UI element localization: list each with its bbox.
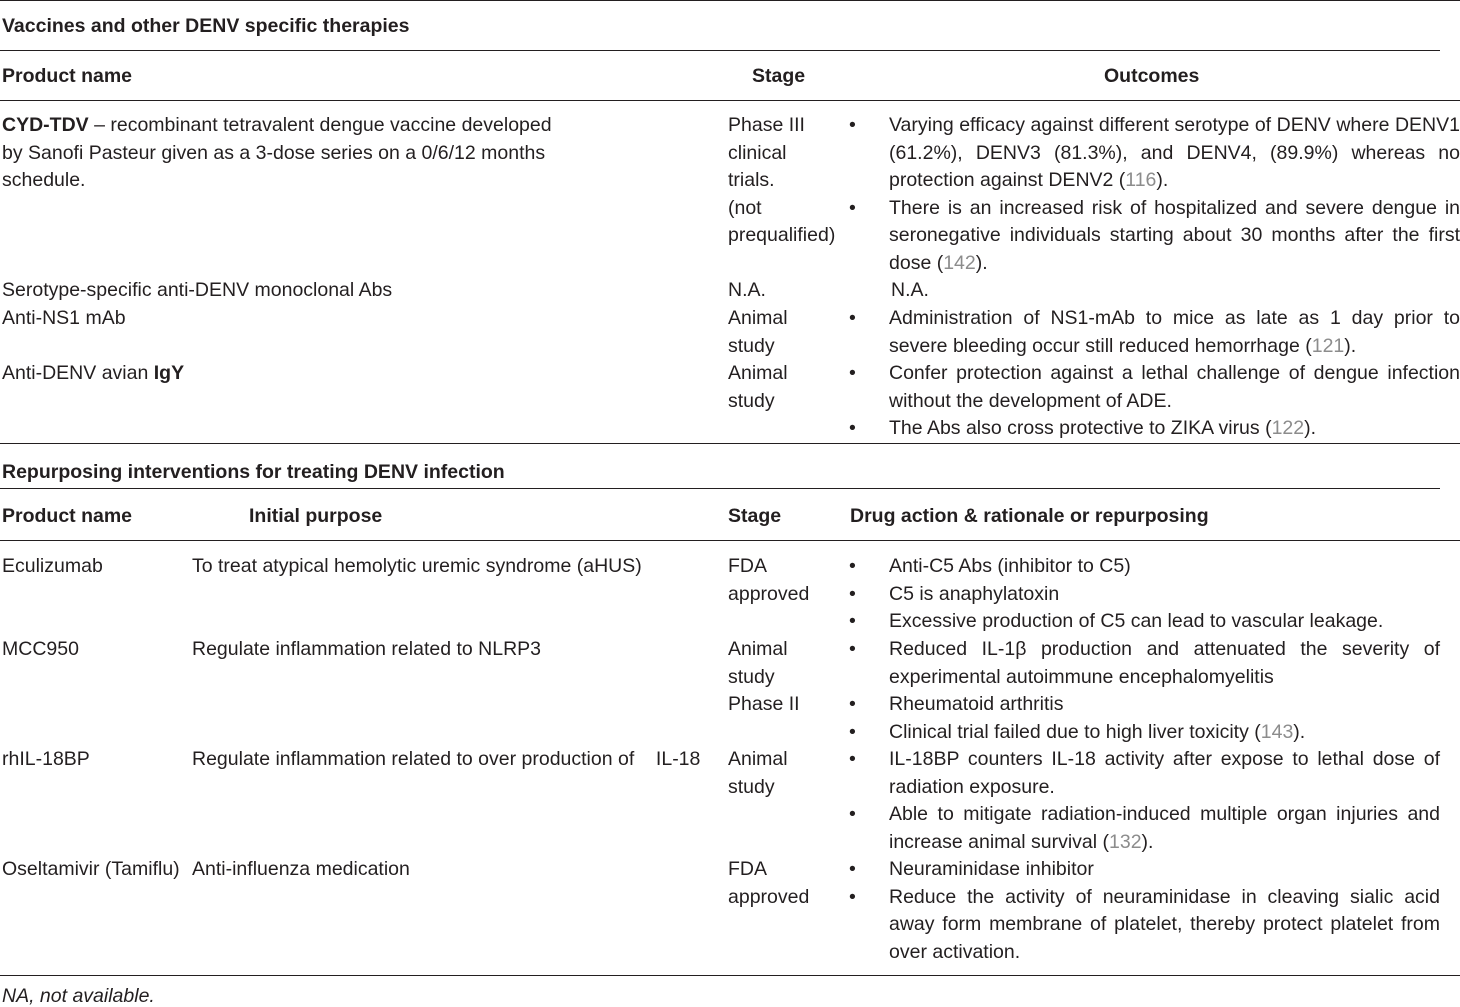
list-item <box>850 608 1440 636</box>
stage-line: study <box>728 389 775 412</box>
list-item <box>850 636 1440 691</box>
reference-link[interactable]: 142 <box>943 251 976 274</box>
bullet-icon: • <box>849 858 856 880</box>
list-item <box>850 415 1460 443</box>
list-item <box>850 360 1460 415</box>
action-text: Able to mitigate radiation-induced multiple organ injuries and increase animal survival ( <box>889 803 1440 853</box>
table-row-rhil18bp-purpose: Regulate inflammation related to over production of IL-18 <box>192 748 701 770</box>
list-item <box>850 746 1440 801</box>
stage-line: study <box>728 775 775 798</box>
action-text: Excessive production of C5 can lead to vascular leakage. <box>889 610 1384 632</box>
table-row-oseltamivir-purpose: Anti-influenza medication <box>192 858 410 880</box>
section1-header-outcomes: Outcomes <box>1104 65 1200 87</box>
bullet-icon: • <box>849 720 856 743</box>
rule-section1-title <box>0 50 1440 51</box>
stage-line: study <box>728 665 775 688</box>
table-row-rhil18bp-product: rhIL-18BP <box>2 748 90 770</box>
bullet-icon: • <box>849 417 856 439</box>
list-item <box>850 801 1440 856</box>
stage-line: (not <box>728 196 762 219</box>
bullet-icon: • <box>849 114 856 136</box>
action-text: Anti-C5 Abs (inhibitor to C5) <box>889 555 1131 577</box>
list-item <box>850 553 1440 581</box>
rule-section2-top <box>0 443 1460 444</box>
stage-line: Animal <box>728 748 788 770</box>
table-row-rhil18bp-stage <box>728 746 788 801</box>
outcome-text: Administration of NS1-mAb to mice as late as 1 day prior to severe bleeding occur still reduced hemorrhage ( <box>889 307 1460 357</box>
rule-section1-header <box>0 100 1460 101</box>
section2-header-stage: Stage <box>728 505 782 527</box>
table-row-cyd-tdv-stage <box>728 112 848 250</box>
outcome-text-end: ). <box>1304 417 1317 439</box>
list-item <box>850 195 1460 278</box>
outcome-text: Confer protection against a lethal challenge of dengue infection without the development of ADE. <box>889 362 1460 412</box>
reference-link[interactable]: 132 <box>1109 830 1142 853</box>
bullet-icon: • <box>849 555 856 577</box>
reference-link[interactable]: 116 <box>1125 169 1157 191</box>
bullet-icon: • <box>849 196 856 219</box>
bullet-icon: • <box>849 693 856 715</box>
bullet-icon: • <box>849 748 856 770</box>
action-text: C5 is anaphylatoxin <box>889 582 1060 605</box>
stage-line: Phase II <box>728 693 800 715</box>
stage-line: Animal <box>728 362 788 384</box>
stage-line: FDA <box>728 555 767 577</box>
table-row-igy-outcomes <box>850 360 1460 443</box>
table-row-cyd-tdv-outcomes <box>850 112 1460 277</box>
action-text: Neuraminidase inhibitor <box>889 858 1094 880</box>
section1-header-product: Product name <box>2 65 133 87</box>
bullet-icon: • <box>849 610 856 632</box>
list-item <box>850 856 1440 884</box>
table-row-eculizumab-stage <box>728 553 809 608</box>
table-row-oseltamivir-product: Oseltamivir (Tamiflu) <box>2 858 180 880</box>
action-text: Clinical trial failed due to high liver toxicity ( <box>889 720 1261 743</box>
table-row-mcc950-stage <box>728 636 800 719</box>
stage-line: trials. <box>728 169 775 191</box>
table-row-rhil18bp-actions <box>850 746 1440 856</box>
section2-header-product: Product name <box>2 505 133 527</box>
table-row-igy-stage <box>728 360 788 415</box>
outcome-text-end: ). <box>1344 334 1357 357</box>
table-row-serotype-product: Serotype-specific anti-DENV monoclonal Abs <box>2 279 393 301</box>
rule-section2-header <box>0 540 1460 541</box>
list-item <box>850 112 1460 195</box>
table-row-mcc950-actions <box>850 636 1440 746</box>
table-footnote: NA, not available. <box>2 985 155 1007</box>
stage-line: FDA <box>728 858 767 880</box>
table-row-cyd-tdv-product <box>2 112 572 195</box>
bullet-icon: • <box>849 362 856 384</box>
action-text: Reduced IL-1β production and attenuated the severity of experimental autoimmune encephalomyelitis <box>889 638 1440 688</box>
stage-line: Animal <box>728 638 788 660</box>
product-name-bold: CYD-TDV <box>2 114 89 136</box>
outcome-text: Varying efficacy against different serotype of DENV where DENV1 (61.2%), DENV3 (81.3%), and DENV4, (89.9%) whereas no protection against DENV2 ( <box>889 114 1460 191</box>
table-row-serotype-stage: N.A. <box>728 279 766 301</box>
section2-header-purpose: Initial purpose <box>249 505 383 527</box>
outcome-text: The Abs also cross protective to ZIKA virus ( <box>889 417 1272 439</box>
action-text-end: ). <box>1141 830 1154 853</box>
reference-link[interactable]: 122 <box>1271 417 1305 439</box>
table-row-anti-ns1-outcomes <box>850 305 1460 360</box>
section1-header-stage: Stage <box>752 65 806 87</box>
stage-line: approved <box>728 885 810 908</box>
bullet-icon: • <box>849 307 856 329</box>
stage-line: prequalified) <box>728 224 836 246</box>
table-row-eculizumab-purpose: To treat atypical hemolytic uremic syndrome (aHUS) <box>192 555 642 577</box>
action-text-end: ). <box>1293 720 1306 743</box>
stage-line: approved <box>728 582 810 605</box>
bullet-icon: • <box>849 885 856 908</box>
reference-link[interactable]: 121 <box>1311 334 1345 357</box>
action-text: Reduce the activity of neuraminidase in cleaving sialic acid away form membrane of platelet, thereby protect platelet from over activation. <box>889 885 1440 963</box>
table-row-anti-ns1-stage <box>728 305 788 360</box>
outcome-text: There is an increased risk of hospitalized and severe dengue in seronegative individuals starting about 30 months after the first dose ( <box>889 196 1460 274</box>
outcome-text-end: ). <box>1156 169 1169 191</box>
product-name: Anti-DENV avian <box>2 362 154 384</box>
bullet-icon: • <box>849 803 856 825</box>
rule-bottom <box>0 975 1460 976</box>
table-row-eculizumab-actions <box>850 553 1440 636</box>
bullet-icon: • <box>849 582 856 605</box>
table-row-eculizumab-product: Eculizumab <box>2 555 103 577</box>
action-text: IL-18BP counters IL-18 activity after expose to lethal dose of radiation exposure. <box>889 748 1440 798</box>
action-text: Rheumatoid arthritis <box>889 693 1064 715</box>
table-row-igy-product <box>2 360 184 388</box>
product-name-bold: IgY <box>153 362 185 384</box>
table-row-mcc950-product: MCC950 <box>2 638 79 660</box>
product-description: – recombinant tetravalent dengue vaccine developed by Sanofi Pasteur given as a 3-dose series on a 0/6/12 months schedule. <box>2 114 552 191</box>
outcome-text-end: ). <box>975 251 988 274</box>
rule-section2-title <box>0 488 1440 489</box>
list-item <box>850 581 1440 609</box>
list-item <box>850 691 1440 719</box>
table-row-anti-ns1-product: Anti-NS1 mAb <box>2 307 126 329</box>
rule-top <box>0 0 1460 1</box>
table-row-oseltamivir-actions <box>850 856 1440 966</box>
section2-title: Repurposing interventions for treating DENV infection <box>2 461 505 483</box>
table-row-oseltamivir-stage <box>728 856 809 911</box>
bullet-icon: • <box>849 638 856 660</box>
section2-header-action: Drug action & rationale or repurposing <box>850 505 1209 527</box>
stage-line: study <box>728 334 775 357</box>
table-row-serotype-outcome: N.A. <box>891 279 929 301</box>
list-item <box>850 719 1440 747</box>
table-row-mcc950-purpose: Regulate inflammation related to NLRP3 <box>192 638 542 660</box>
stage-line: Phase III <box>728 114 805 136</box>
stage-line: Animal <box>728 307 788 329</box>
section1-title: Vaccines and other DENV specific therapies <box>2 15 410 37</box>
list-item <box>850 305 1460 360</box>
list-item <box>850 884 1440 967</box>
stage-line: clinical <box>728 141 787 164</box>
reference-link[interactable]: 143 <box>1260 720 1294 743</box>
